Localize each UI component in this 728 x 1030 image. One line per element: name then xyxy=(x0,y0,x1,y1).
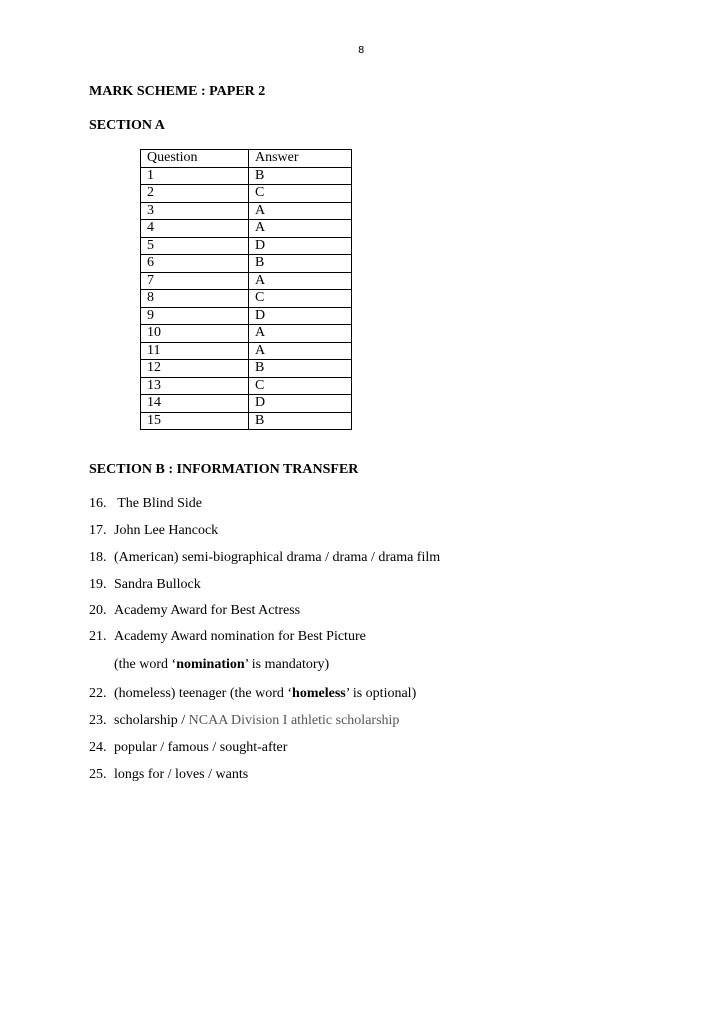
item-number: 23. xyxy=(89,713,107,728)
item-number: 16. xyxy=(89,496,107,511)
table-row xyxy=(141,325,352,343)
answer-cell: A xyxy=(249,272,352,290)
question-number-cell: 4 xyxy=(141,220,249,238)
item-text: scholarship / xyxy=(114,713,189,728)
section-a-heading: SECTION A xyxy=(89,118,165,133)
item-text: longs for / loves / wants xyxy=(114,767,249,782)
answer-header: Answer xyxy=(249,150,352,168)
table-row xyxy=(141,237,352,255)
list-item xyxy=(89,577,201,593)
list-item xyxy=(89,740,287,756)
table-row xyxy=(141,202,352,220)
list-item xyxy=(89,629,366,645)
table-row xyxy=(141,167,352,185)
note-text: ’ is mandatory) xyxy=(244,657,330,672)
item-number: 17. xyxy=(89,523,107,538)
question-number-cell: 1 xyxy=(141,167,249,185)
question-number-cell: 10 xyxy=(141,325,249,343)
item-number: 20. xyxy=(89,603,107,618)
list-item xyxy=(89,713,399,729)
answer-cell: B xyxy=(249,255,352,273)
note-text: (the word ‘ xyxy=(114,657,177,672)
table-row xyxy=(141,272,352,290)
answer-cell: B xyxy=(249,167,352,185)
item-text: (homeless) teenager (the word ‘ xyxy=(114,686,293,701)
answer-cell: C xyxy=(249,185,352,203)
table-row xyxy=(141,255,352,273)
list-item xyxy=(89,767,248,783)
question-number-cell: 5 xyxy=(141,237,249,255)
answer-table xyxy=(140,149,352,430)
question-number-cell: 12 xyxy=(141,360,249,378)
table-row xyxy=(141,307,352,325)
item-number: 19. xyxy=(89,577,107,592)
answer-cell: B xyxy=(249,360,352,378)
list-item xyxy=(89,686,416,702)
table-row xyxy=(141,220,352,238)
answer-cell: B xyxy=(249,412,352,430)
item-number: 22. xyxy=(89,686,107,701)
list-item xyxy=(89,550,440,566)
item-bold-word: homeless xyxy=(292,686,346,701)
answer-cell: C xyxy=(249,290,352,308)
answer-cell: A xyxy=(249,342,352,360)
question-number-cell: 8 xyxy=(141,290,249,308)
question-header: Question xyxy=(141,150,249,168)
answer-cell: D xyxy=(249,237,352,255)
answer-cell: A xyxy=(249,220,352,238)
table-row xyxy=(141,395,352,413)
item-number: 24. xyxy=(89,740,107,755)
question-number-cell: 7 xyxy=(141,272,249,290)
table-row xyxy=(141,377,352,395)
item-number: 25. xyxy=(89,767,107,782)
list-item xyxy=(89,603,300,619)
item-number: 21. xyxy=(89,629,107,644)
item-text: popular / famous / sought-after xyxy=(114,740,288,755)
item-text: The Blind Side xyxy=(114,496,203,511)
list-item xyxy=(89,496,202,512)
item-text: Sandra Bullock xyxy=(114,577,201,592)
page-title: MARK SCHEME : PAPER 2 xyxy=(89,84,266,99)
question-number-cell: 15 xyxy=(141,412,249,430)
question-number-cell: 11 xyxy=(141,342,249,360)
item-text: Academy Award nomination for Best Picture xyxy=(114,629,366,644)
question-number-cell: 2 xyxy=(141,185,249,203)
item-text: (American) semi-biographical drama / drama / drama film xyxy=(114,550,441,565)
answer-cell: C xyxy=(249,377,352,395)
question-number-cell: 14 xyxy=(141,395,249,413)
section-b-heading: SECTION B : INFORMATION TRANSFER xyxy=(89,462,359,477)
table-header-row xyxy=(141,150,352,168)
note-bold-word: nomination xyxy=(176,657,245,672)
item-text: ’ is optional) xyxy=(345,686,417,701)
question-number-cell: 13 xyxy=(141,377,249,395)
table-row xyxy=(141,185,352,203)
question-number-cell: 6 xyxy=(141,255,249,273)
answer-cell: D xyxy=(249,307,352,325)
table-row xyxy=(141,290,352,308)
item-21-note xyxy=(114,657,329,673)
list-item xyxy=(89,523,218,539)
question-number-cell: 3 xyxy=(141,202,249,220)
answer-cell: D xyxy=(249,395,352,413)
answer-cell: A xyxy=(249,325,352,343)
question-number-cell: 9 xyxy=(141,307,249,325)
page-number: 8 xyxy=(358,45,365,56)
table-row xyxy=(141,360,352,378)
answer-cell: A xyxy=(249,202,352,220)
item-text: Academy Award for Best Actress xyxy=(114,603,301,618)
table-row xyxy=(141,412,352,430)
table-row xyxy=(141,342,352,360)
item-grey-text: NCAA Division I athletic scholarship xyxy=(188,713,400,728)
item-text: John Lee Hancock xyxy=(114,523,219,538)
item-number: 18. xyxy=(89,550,107,565)
